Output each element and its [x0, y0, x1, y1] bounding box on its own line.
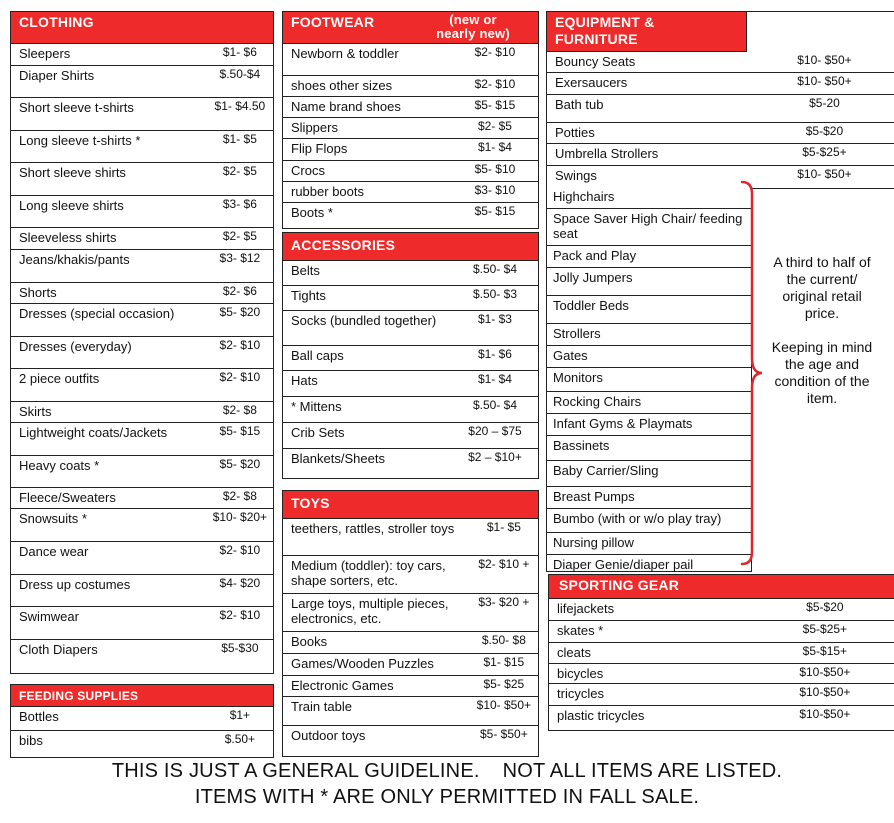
item-name: Dress up costumes — [19, 577, 131, 592]
item-name: shoes other sizes — [291, 78, 393, 93]
footwear-row-boots — [283, 203, 538, 225]
clothing-row-shorts — [11, 283, 273, 304]
item-price: $.50- $8 — [481, 633, 526, 647]
clothing-section — [10, 11, 274, 674]
toys-row-outdoor-toys — [283, 726, 538, 748]
footwear-header — [283, 12, 538, 44]
footwear-row-slippers — [283, 118, 538, 139]
item-price: $2- $6 — [222, 284, 257, 298]
item-price: $5- $15 — [474, 204, 516, 218]
item-price: $2- $5 — [477, 119, 512, 133]
equipment-row-monitors: Monitors — [547, 368, 751, 392]
curly-brace-icon — [736, 180, 766, 566]
clothing-row-heavy-coats — [11, 456, 273, 488]
sporting-gear-rows — [549, 599, 894, 728]
item-price: $10- $50+ — [797, 167, 852, 181]
item-price: $5-$20 — [806, 600, 844, 614]
item-name: bicycles — [557, 666, 604, 681]
item-price: $5-20 — [809, 96, 840, 110]
item-name: Newborn & toddler — [291, 46, 399, 61]
pricing-note-line2: Keeping in mind the age and condition of the item. — [771, 339, 873, 406]
equipment-rows — [547, 52, 894, 188]
item-name: Potties — [555, 125, 595, 140]
item-price: $2 – $10+ — [468, 450, 522, 464]
item-name: Books — [291, 634, 328, 649]
equipment-header: EQUIPMENT & FURNITURE — [547, 12, 747, 52]
equipment-row-breast-pumps: Breast Pumps — [547, 487, 751, 509]
item-price: $2- $10 + — [478, 557, 530, 571]
item-price: $1- $6 — [477, 347, 512, 361]
footwear-row-name-brand-shoes — [283, 97, 538, 118]
item-name: Boots * — [291, 205, 333, 220]
item-price: $5-$15+ — [802, 644, 848, 658]
accessories-row-tights — [283, 286, 538, 311]
item-price: $2- $10 — [474, 45, 516, 59]
item-name: Crib Sets — [291, 425, 345, 440]
item-name: Swimwear — [19, 609, 79, 624]
accessories-row-blankets-sheets — [283, 449, 538, 475]
feeding-row-bibs — [11, 731, 273, 755]
clothing-row-dresses-special-occasion — [11, 304, 273, 337]
equipment-row-strollers: Strollers — [547, 324, 751, 346]
item-name: bibs — [19, 733, 43, 748]
item-price: $10- $50+ — [797, 53, 852, 67]
clothing-row-lightweight-coats-jackets — [11, 423, 273, 456]
item-name: Ball caps — [291, 348, 344, 363]
item-price: $2- $8 — [222, 403, 257, 417]
accessories-row-hats — [283, 371, 538, 397]
equipment-row-bassinets: Bassinets — [547, 436, 751, 461]
item-name: Short sleeve t-shirts — [19, 100, 134, 115]
item-price: $2- $10 — [219, 608, 261, 622]
sporting-row-bicycles — [549, 664, 894, 684]
item-name: Cloth Diapers — [19, 642, 98, 657]
clothing-row-diaper-shirts — [11, 66, 273, 98]
item-name: Electronic Games — [291, 678, 394, 693]
item-price: $1- $4 — [477, 140, 512, 154]
sporting-row-cleats — [549, 643, 894, 664]
item-price: $2- $10 — [219, 370, 261, 384]
footwear-title: FOOTWEAR — [291, 14, 375, 30]
footwear-subtitle: (new or nearly new) — [436, 12, 510, 41]
toys-header: TOYS — [283, 491, 538, 519]
item-price: $2- $8 — [222, 489, 257, 503]
accessories-row-belts — [283, 261, 538, 286]
footwear-row-crocs — [283, 161, 538, 182]
toys-row-books — [283, 632, 538, 654]
sporting-row-lifejackets — [549, 599, 894, 621]
toys-row-train-table — [283, 697, 538, 726]
equipment-row-bouncy-seats — [547, 52, 894, 73]
clothing-row-dance-wear — [11, 542, 273, 575]
item-price: $.50-$4 — [219, 67, 261, 81]
item-price: $2- $10 — [474, 77, 516, 91]
sporting-gear-section — [548, 574, 894, 731]
item-name: Long sleeve shirts — [19, 198, 124, 213]
item-name: Long sleeve t-shirts * — [19, 133, 141, 148]
equipment-row-jolly-jumpers: Jolly Jumpers — [547, 268, 751, 296]
item-price: $3- $20 + — [478, 595, 530, 609]
item-price: $1- $15 — [483, 655, 525, 669]
clothing-row-sleeveless-shirts — [11, 228, 273, 250]
footwear-row-rubber-boots — [283, 182, 538, 203]
item-name: Bouncy Seats — [555, 54, 636, 69]
item-name: Umbrella Strollers — [555, 146, 659, 161]
item-name: Lightweight coats/Jackets — [19, 425, 168, 440]
item-name: cleats — [557, 645, 591, 660]
clothing-row-cloth-diapers — [11, 640, 273, 673]
item-price: $2- $5 — [222, 229, 257, 243]
clothing-rows — [11, 44, 273, 673]
equipment-section — [546, 11, 894, 189]
item-name: Exersaucers — [555, 75, 628, 90]
sporting-gear-header: SPORTING GEAR — [549, 575, 894, 599]
equipment-row-highchairs: Highchairs — [547, 187, 751, 209]
item-name: * Mittens — [291, 399, 342, 414]
toys-row-electronic-games — [283, 676, 538, 697]
item-price: $.50- $4 — [472, 262, 517, 276]
accessories-header: ACCESSORIES — [283, 233, 538, 261]
item-name: Heavy coats * — [19, 458, 100, 473]
item-name: Medium (toddler): toy cars, shape sorters, etc. — [291, 558, 446, 588]
clothing-row-long-sleeve-t-shirts — [11, 131, 273, 163]
pricing-note-line1: A third to half of the current/ original retail price. — [773, 254, 871, 321]
equipment-row-toddler-beds: Toddler Beds — [547, 296, 751, 324]
item-price: $1- $4 — [477, 372, 512, 386]
accessories-row-socks-bundled-together — [283, 311, 538, 346]
item-price: $1- $6 — [222, 45, 257, 59]
equipment-row-rocking-chairs: Rocking Chairs — [547, 392, 751, 414]
item-price: $3- $6 — [222, 197, 257, 211]
footer-line1: THIS IS JUST A GENERAL GUIDELINE. NOT ALL ITEMS ARE LISTED. — [111, 760, 783, 782]
item-name: Swings — [555, 168, 597, 183]
item-name: Belts — [291, 263, 320, 278]
toys-row-games-wooden-puzzles — [283, 654, 538, 676]
item-name: Slippers — [291, 120, 338, 135]
accessories-rows — [283, 261, 538, 475]
item-price: $5- $20 — [219, 457, 261, 471]
item-name: Fleece/Sweaters — [19, 490, 116, 505]
item-name: Outdoor toys — [291, 728, 366, 743]
item-name: Dresses (special occasion) — [19, 306, 175, 321]
pricing-note — [766, 254, 878, 407]
sporting-row-skates — [549, 621, 894, 643]
item-name: Blankets/Sheets — [291, 451, 385, 466]
item-price: $2- $10 — [219, 338, 261, 352]
item-price: $.50- $3 — [472, 287, 517, 301]
item-price: $5-$25+ — [802, 145, 847, 159]
accessories-section — [282, 232, 539, 479]
toys-rows — [283, 519, 538, 748]
item-price: $3- $12 — [219, 251, 261, 265]
item-name: Name brand shoes — [291, 99, 401, 114]
sporting-row-tricycles — [549, 684, 894, 706]
item-price: $5- $20 — [219, 305, 261, 319]
clothing-row-dresses-everyday — [11, 337, 273, 369]
item-name: Games/Wooden Puzzles — [291, 656, 434, 671]
item-name: Dance wear — [19, 544, 89, 559]
item-price: $1+ — [229, 708, 251, 722]
equipment-row-bath-tub — [547, 95, 894, 123]
item-price: $10- $50+ — [797, 74, 852, 88]
item-price: $1- $4.50 — [214, 99, 266, 113]
item-name: plastic tricycles — [557, 708, 645, 723]
item-name: teethers, rattles, stroller toys — [291, 521, 455, 536]
item-name: Bath tub — [555, 97, 604, 112]
item-name: tricycles — [557, 686, 604, 701]
item-price: $20 – $75 — [468, 424, 522, 438]
equipment-row-gates: Gates — [547, 346, 751, 368]
item-price: $5- $25 — [483, 677, 525, 691]
equipment-row-umbrella-strollers — [547, 144, 894, 166]
clothing-row-long-sleeve-shirts — [11, 196, 273, 228]
item-price: $5-$30 — [221, 641, 259, 655]
accessories-row-mittens — [283, 397, 538, 423]
footwear-section — [282, 11, 539, 229]
toys-row-large-toys-multiple-pieces-electronics-etc — [283, 594, 538, 632]
item-name: Diaper Shirts — [19, 68, 95, 83]
footer-line2: ITEMS WITH * ARE ONLY PERMITTED IN FALL SALE. — [194, 786, 700, 808]
equipment-row-space-saver-high-chair-feeding-seat: Space Saver High Chair/ feeding seat — [547, 209, 751, 246]
item-name: 2 piece outfits — [19, 371, 100, 386]
toys-row-medium-toddler-toy-cars-shape-sorters-etc — [283, 556, 538, 594]
item-name: Bottles — [19, 709, 59, 724]
item-name: Short sleeve shirts — [19, 165, 126, 180]
item-price: $.50+ — [224, 732, 256, 746]
item-name: Hats — [291, 373, 318, 388]
clothing-header: CLOTHING — [11, 12, 273, 44]
toys-row-teethers-rattles-stroller-toys — [283, 519, 538, 556]
item-name: Train table — [291, 699, 352, 714]
clothing-row-2-piece-outfits — [11, 369, 273, 402]
item-price: $10-$50+ — [799, 707, 851, 721]
item-price: $4- $20 — [219, 576, 261, 590]
equipment-other-list — [546, 187, 752, 572]
equipment-row-swings — [547, 166, 894, 188]
item-name: Sleeveless shirts — [19, 230, 117, 245]
item-price: $2- $5 — [222, 164, 257, 178]
item-name: Socks (bundled together) — [291, 313, 437, 328]
accessories-row-ball-caps — [283, 346, 538, 371]
feeding-supplies-rows — [11, 707, 273, 755]
item-name: lifejackets — [557, 601, 615, 616]
item-price: $5- $15 — [219, 424, 261, 438]
item-name: rubber boots — [291, 184, 364, 199]
item-name: Tights — [291, 288, 326, 303]
item-name: Large toys, multiple pieces, electronics, etc. — [291, 596, 449, 626]
equipment-row-potties — [547, 123, 894, 144]
item-price: $5-$25+ — [802, 622, 848, 636]
item-name: Dresses (everyday) — [19, 339, 132, 354]
sporting-row-plastic-tricycles — [549, 706, 894, 728]
equipment-row-pack-and-play: Pack and Play — [547, 246, 751, 268]
item-price: $5- $50+ — [480, 727, 528, 741]
item-price: $1- $5 — [222, 132, 257, 146]
equipment-row-bumbo-with-or-w-o-play-tray: Bumbo (with or w/o play tray) — [547, 509, 751, 533]
feeding-supplies-header: FEEDING SUPPLIES — [11, 685, 273, 707]
feeding-supplies-section — [10, 684, 274, 758]
equipment-row-diaper-genie-diaper-pail: Diaper Genie/diaper pail — [553, 557, 694, 572]
clothing-row-short-sleeve-shirts — [11, 163, 273, 196]
clothing-row-swimwear — [11, 607, 273, 640]
item-price: $10-$50+ — [799, 665, 851, 679]
item-name: Flip Flops — [291, 141, 348, 156]
footwear-row-newborn-toddler — [283, 44, 538, 76]
equipment-row-exersaucers — [547, 73, 894, 95]
footwear-row-shoes-other-sizes — [283, 76, 538, 97]
item-name: skates * — [557, 623, 604, 638]
clothing-row-short-sleeve-t-shirts — [11, 98, 273, 131]
clothing-row-sleepers — [11, 44, 273, 66]
equipment-row-infant-gyms-playmats: Infant Gyms & Playmats — [547, 414, 751, 436]
equipment-row-nursing-pillow: Nursing pillow — [547, 533, 751, 555]
item-name: Jeans/khakis/pants — [19, 252, 130, 267]
toys-section — [282, 490, 539, 757]
footer — [0, 758, 894, 810]
feeding-row-bottles — [11, 707, 273, 731]
accessories-row-crib-sets — [283, 423, 538, 449]
item-price: $10- $50+ — [476, 698, 532, 712]
item-price: $5- $10 — [474, 162, 516, 176]
item-price: $10-$50+ — [799, 685, 851, 699]
item-name: Crocs — [291, 163, 325, 178]
item-name: Shorts — [19, 285, 57, 300]
item-price: $2- $10 — [219, 543, 261, 557]
item-price: $3- $10 — [474, 183, 516, 197]
item-name: Sleepers — [19, 46, 71, 61]
clothing-row-skirts — [11, 402, 273, 423]
footwear-row-flip-flops — [283, 139, 538, 161]
clothing-row-dress-up-costumes — [11, 575, 273, 607]
item-price: $1- $5 — [486, 520, 521, 534]
item-price: $10- $20+ — [212, 510, 268, 524]
clothing-row-snowsuits — [11, 509, 273, 542]
item-price: $5- $15 — [474, 98, 516, 112]
item-price: $5-$20 — [805, 124, 844, 138]
item-price: $.50- $4 — [472, 398, 517, 412]
item-name: Snowsuits * — [19, 511, 87, 526]
equipment-row-baby-carrier-sling: Baby Carrier/Sling — [547, 461, 751, 487]
item-name: Skirts — [19, 404, 52, 419]
footwear-rows — [283, 44, 538, 225]
item-price: $1- $3 — [477, 312, 512, 326]
clothing-row-fleece-sweaters — [11, 488, 273, 509]
equipment-other-rows — [547, 187, 751, 577]
clothing-row-jeans-khakis-pants — [11, 250, 273, 283]
